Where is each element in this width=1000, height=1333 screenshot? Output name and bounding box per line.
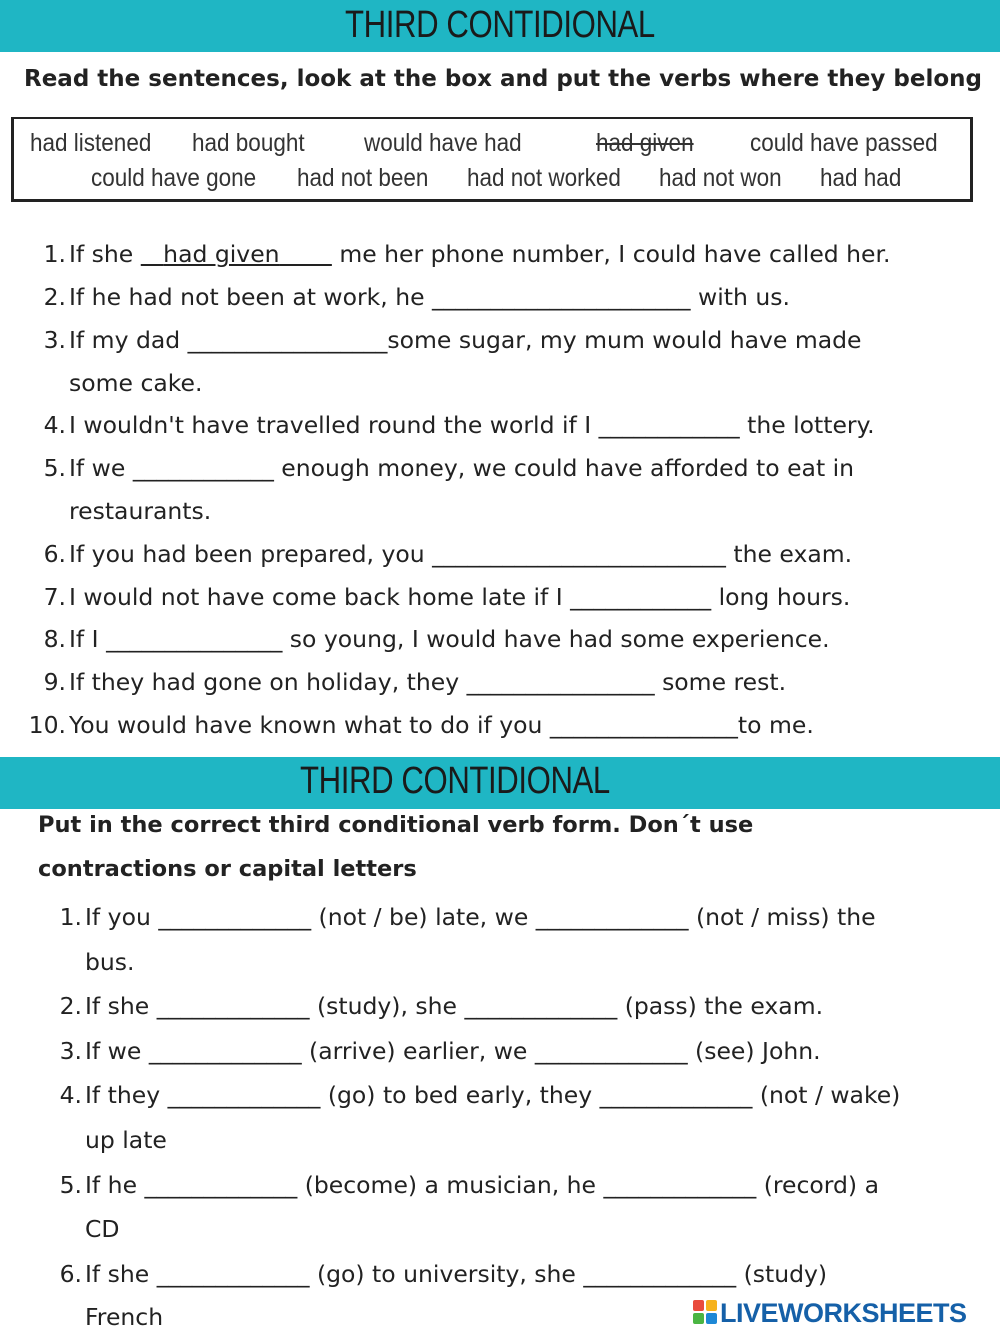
exercise2-item-4-cont: up late xyxy=(85,1126,167,1154)
answer-field[interactable] xyxy=(141,240,332,268)
section2-title-banner xyxy=(0,757,1000,809)
liveworksheets-logo-icon xyxy=(693,1300,717,1324)
section1-title-banner xyxy=(0,0,1000,52)
item-number: 2. xyxy=(43,283,66,311)
exercise2-item-6[interactable]: If she _____________ (go) to university, she _____________ (study) xyxy=(85,1260,828,1288)
exercise1-item-8[interactable]: If I _______________ so young, I would have had some experience. xyxy=(69,625,830,653)
item-number: 5. xyxy=(59,1171,82,1199)
sentence-end: me her phone number, I could have called her. xyxy=(331,240,891,268)
item-number: 10. xyxy=(28,711,66,739)
word-box-item[interactable]: could have gone xyxy=(91,164,257,192)
exercise2-item-1-cont: bus. xyxy=(85,948,135,976)
sentence-start: If she xyxy=(69,240,141,268)
item-number: 7. xyxy=(43,583,66,611)
exercise2-item-5-cont: CD xyxy=(85,1215,120,1243)
item-number: 5. xyxy=(43,454,66,482)
word-box-item[interactable]: would have had xyxy=(364,129,522,157)
exercise1-item-10[interactable]: You would have known what to do if you ________________to me. xyxy=(69,711,814,739)
liveworksheets-logo-text: LIVEWORKSHEETS xyxy=(720,1298,967,1328)
exercise1-item-2[interactable]: If he had not been at work, he ______________________ with us. xyxy=(69,283,790,311)
item-number: 8. xyxy=(43,625,66,653)
exercise2-item-1[interactable]: If you _____________ (not / be) late, we _____________ (not / miss) the xyxy=(85,903,876,931)
word-box-item[interactable]: had listened xyxy=(30,129,152,157)
word-box-item[interactable]: could have passed xyxy=(750,129,938,157)
exercise1-item-4[interactable]: I wouldn't have travelled round the world if I ____________ the lottery. xyxy=(69,411,875,439)
item-number: 6. xyxy=(43,540,66,568)
exercise1-item-3-cont: some cake. xyxy=(69,369,203,397)
exercise1-item-5[interactable]: If we ____________ enough money, we could have afforded to eat in xyxy=(69,454,855,482)
word-box-item[interactable]: had bought xyxy=(192,129,305,157)
word-box-item[interactable]: had not won xyxy=(659,164,782,192)
exercise1-item-6[interactable]: If you had been prepared, you _________________________ the exam. xyxy=(69,540,853,568)
item-number: 3. xyxy=(43,326,66,354)
item-number: 2. xyxy=(59,992,82,1020)
exercise2-item-6-cont: French xyxy=(85,1303,164,1331)
item-number: 3. xyxy=(59,1037,82,1065)
exercise1-item-5-cont: restaurants. xyxy=(69,497,212,525)
exercise1-item-3[interactable]: If my dad _________________some sugar, my mum would have made xyxy=(69,326,862,354)
exercise2-item-2[interactable]: If she _____________ (study), she _____________ (pass) the exam. xyxy=(85,992,824,1020)
liveworksheets-logo[interactable] xyxy=(693,1298,967,1328)
item-number: 1. xyxy=(43,240,66,268)
word-box xyxy=(11,117,973,202)
section2-instruction-line2: contractions or capital letters xyxy=(38,856,417,882)
item-number: 4. xyxy=(59,1081,82,1109)
exercise1-item-1 xyxy=(69,240,891,268)
item-number: 6. xyxy=(59,1260,82,1288)
item-number: 4. xyxy=(43,411,66,439)
section1-title: THIRD CONTIDIONAL xyxy=(345,4,655,46)
section1-instruction: Read the sentences, look at the box and put the verbs where they belong xyxy=(24,66,982,92)
section2-instruction-line1: Put in the correct third conditional verb form. Don´t use xyxy=(38,812,754,838)
word-box-item[interactable]: had not worked xyxy=(467,164,621,192)
word-box-item[interactable]: had not been xyxy=(297,164,429,192)
answer-text: had given xyxy=(163,240,280,268)
word-box-item-used[interactable]: had given xyxy=(596,129,694,157)
exercise2-item-4[interactable]: If they _____________ (go) to bed early, they _____________ (not / wake) xyxy=(85,1081,901,1109)
word-box-item[interactable]: had had xyxy=(820,164,902,192)
item-number: 1. xyxy=(59,903,82,931)
section2-title: THIRD CONTIDIONAL xyxy=(300,760,610,802)
exercise2-item-3[interactable]: If we _____________ (arrive) earlier, we _____________ (see) John. xyxy=(85,1037,821,1065)
exercise2-item-5[interactable]: If he _____________ (become) a musician, he _____________ (record) a xyxy=(85,1171,879,1199)
exercise1-item-7[interactable]: I would not have come back home late if I ____________ long hours. xyxy=(69,583,851,611)
exercise1-item-9[interactable]: If they had gone on holiday, they ________________ some rest. xyxy=(69,668,787,696)
item-number: 9. xyxy=(43,668,66,696)
